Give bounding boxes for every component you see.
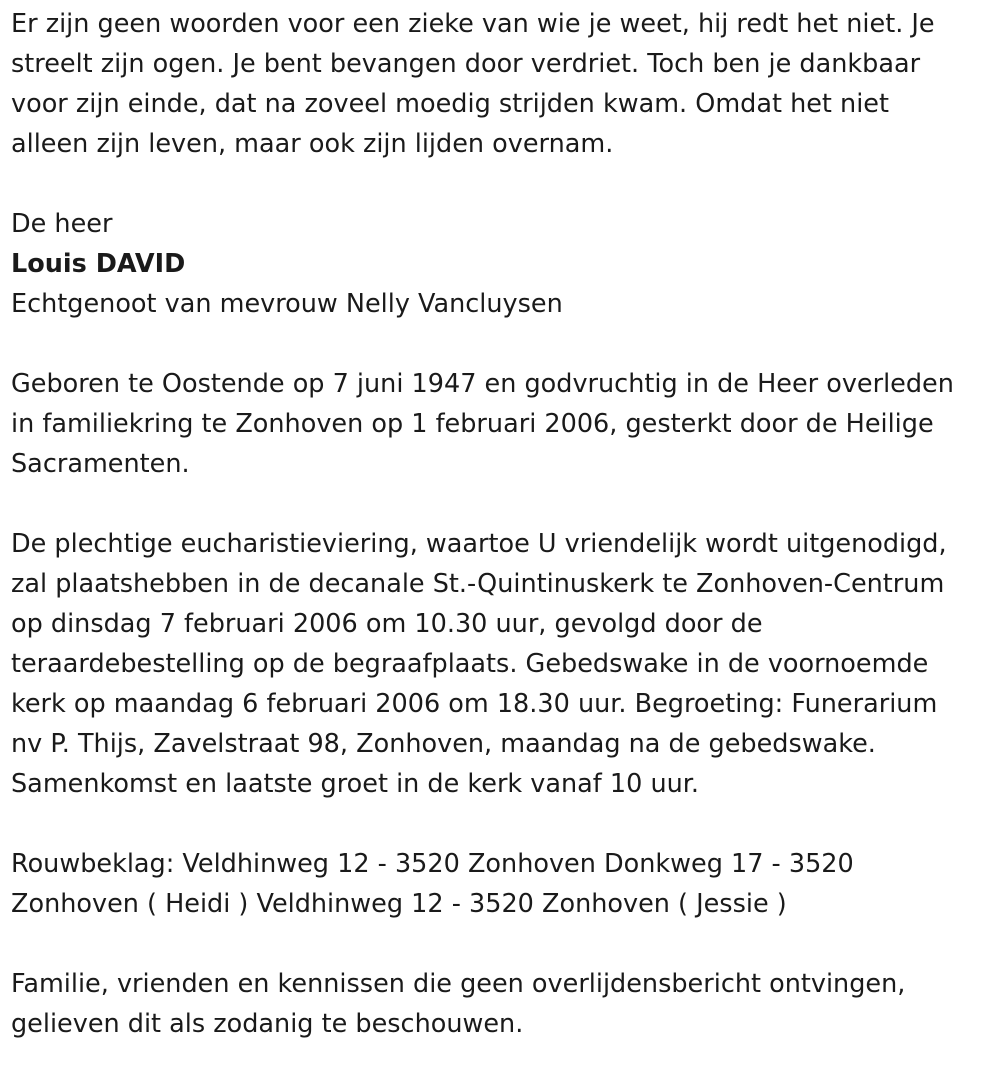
ceremony-line: zal plaatshebben in de decanale St.-Quintinuskerk te Zonhoven-Centrum bbox=[11, 569, 945, 599]
ceremony-paragraph bbox=[11, 524, 992, 804]
deceased-name: Louis DAVID bbox=[11, 249, 186, 279]
ceremony-line: kerk op maandag 6 februari 2006 om 18.30 uur. Begroeting: Funerarium bbox=[11, 689, 938, 719]
paragraph-spacer bbox=[11, 924, 992, 964]
intro-paragraph bbox=[11, 4, 992, 164]
paragraph-spacer bbox=[11, 324, 992, 364]
ceremony-line: Samenkomst en laatste groet in de kerk vanaf 10 uur. bbox=[11, 769, 700, 799]
paragraph-spacer bbox=[11, 804, 992, 844]
birth-death-line: Geboren te Oostende op 7 juni 1947 en godvruchtig in de Heer overleden bbox=[11, 369, 954, 399]
birth-death-paragraph bbox=[11, 364, 992, 484]
closing-line: Familie, vrienden en kennissen die geen overlijdensbericht ontvingen, bbox=[11, 969, 906, 999]
intro-line: voor zijn einde, dat na zoveel moedig strijden kwam. Omdat het niet bbox=[11, 89, 889, 119]
condolences-paragraph bbox=[11, 844, 992, 924]
salutation: De heer bbox=[11, 209, 113, 239]
intro-line: Er zijn geen woorden voor een zieke van wie je weet, hij redt het niet. Je bbox=[11, 9, 935, 39]
birth-death-line: in familiekring te Zonhoven op 1 februari 2006, gesterkt door de Heilige bbox=[11, 409, 934, 439]
ceremony-line: op dinsdag 7 februari 2006 om 10.30 uur, gevolgd door de bbox=[11, 609, 763, 639]
paragraph-spacer bbox=[11, 484, 992, 524]
closing-line: gelieven dit als zodanig te beschouwen. bbox=[11, 1009, 524, 1039]
intro-line: streelt zijn ogen. Je bent bevangen door verdriet. Toch ben je dankbaar bbox=[11, 49, 921, 79]
condolences-line: Zonhoven ( Heidi ) Veldhinweg 12 - 3520 Zonhoven ( Jessie ) bbox=[11, 889, 787, 919]
birth-death-line: Sacramenten. bbox=[11, 449, 190, 479]
ceremony-line: nv P. Thijs, Zavelstraat 98, Zonhoven, maandag na de gebedswake. bbox=[11, 729, 876, 759]
ceremony-line: teraardebestelling op de begraafplaats. Gebedswake in de voornoemde bbox=[11, 649, 929, 679]
paragraph-spacer bbox=[11, 164, 992, 204]
ceremony-line: De plechtige eucharistieviering, waartoe U vriendelijk wordt uitgenodigd, bbox=[11, 529, 947, 559]
intro-line: alleen zijn leven, maar ook zijn lijden overnam. bbox=[11, 129, 614, 159]
condolences-line: Rouwbeklag: Veldhinweg 12 - 3520 Zonhoven Donkweg 17 - 3520 bbox=[11, 849, 854, 879]
spouse-line: Echtgenoot van mevrouw Nelly Vancluysen bbox=[11, 289, 563, 319]
closing-paragraph bbox=[11, 964, 992, 1044]
